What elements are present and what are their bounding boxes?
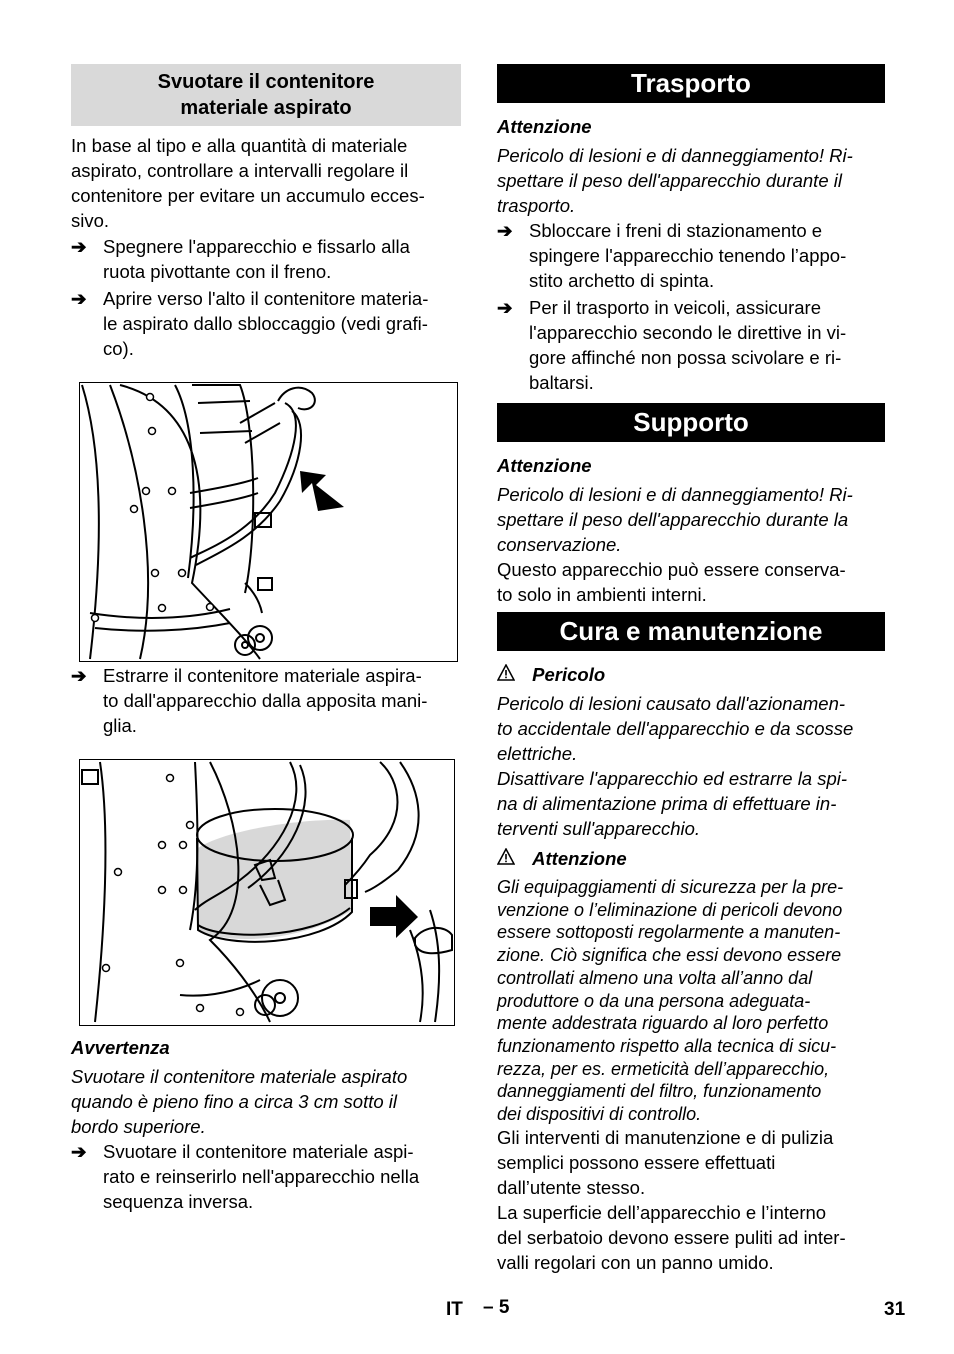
text-line: trasporto. <box>497 195 576 216</box>
maintenance-text <box>497 1125 889 1275</box>
text-line: mente addestrata riguardo al loro perfetto <box>497 1013 829 1034</box>
text-line: co). <box>103 338 134 359</box>
illustration-open-container <box>79 382 458 662</box>
arrow-icon: ➔ <box>497 220 513 241</box>
section-title-trasporto: Trasporto <box>497 64 885 103</box>
text-line: to dall'apparecchio dalla apposita mani- <box>103 690 428 711</box>
attention-text <box>497 876 889 1126</box>
text-line: Gli equipaggiamenti di sicurezza per la pre- <box>497 877 844 897</box>
text-line: le aspirato dallo sbloccaggio (vedi grafi- <box>103 313 428 334</box>
attention-text <box>497 482 889 557</box>
arrow-icon: ➔ <box>71 1141 87 1162</box>
section-heading-empty-container <box>71 64 461 126</box>
arrow-icon: ➔ <box>497 297 513 318</box>
text-line: stito archetto di spinta. <box>529 270 715 291</box>
text-line: Svuotare il contenitore materiale aspirato <box>71 1066 408 1087</box>
attention-title: Attenzione <box>532 848 627 869</box>
text-line: to solo in ambienti interni. <box>497 584 707 605</box>
text-line: l'apparecchio secondo le direttive in vi- <box>529 322 847 343</box>
text-line: na di alimentazione prima di effettuare in- <box>497 793 837 814</box>
section-title-cura: Cura e manutenzione <box>497 612 885 651</box>
text-line: sequenza inversa. <box>103 1191 254 1212</box>
text-line: Per il trasporto in veicoli, assicurare <box>529 297 821 318</box>
text-line: spingere l'apparecchio tenendo l’appo- <box>529 245 847 266</box>
arrow-icon: ➔ <box>71 288 87 309</box>
text-line: Sbloccare i freni di stazionamento e <box>529 220 823 241</box>
text-line: bordo superiore. <box>71 1116 206 1137</box>
note-text <box>71 1064 466 1139</box>
text-line: In base al tipo e alla quantità di materiale <box>71 135 408 156</box>
text-line: Questo apparecchio può essere conserva- <box>497 559 846 580</box>
warning-triangle-icon <box>497 662 517 687</box>
step-text <box>103 286 428 361</box>
text-line: Pericolo di lesioni e di danneggiamento! Ri- <box>497 145 853 166</box>
heading-text: Svuotare il contenitore materiale aspirato <box>157 71 375 119</box>
text-line: to accidentale dell'apparecchio e da scosse <box>497 718 854 739</box>
danger-title: Pericolo <box>532 664 606 685</box>
up-arrow-icon <box>300 471 344 511</box>
warning-triangle-icon <box>497 846 517 871</box>
text-line: Estrarre il contenitore materiale aspira- <box>103 665 422 686</box>
attention-title: Attenzione <box>497 455 592 476</box>
text-line: ruota pivottante con il freno. <box>103 261 332 282</box>
footer-page-number: 31 <box>884 1299 906 1320</box>
text-line: zione. Ciò significa che essi devono essere <box>497 945 842 966</box>
text-line: funzionamento rispetto alla tecnica di sicu- <box>497 1035 837 1056</box>
text-line: Pericolo di lesioni causato dall'azionamen- <box>497 693 846 714</box>
vacuum-open-drawing <box>80 383 457 661</box>
note-title: Avvertenza <box>71 1037 170 1058</box>
illustration-remove-container <box>79 759 455 1026</box>
danger-title-row <box>497 662 605 687</box>
text-line: Pericolo di lesioni e di danneggiamento! Ri- <box>497 484 853 505</box>
footer-relative-page: – 5 <box>483 1297 510 1318</box>
step-text <box>529 218 846 293</box>
footer-language: IT <box>446 1299 463 1320</box>
step-text <box>103 1139 419 1214</box>
text-line: aspirato, controllare a intervalli regolare il <box>71 160 409 181</box>
step-text <box>103 234 410 284</box>
supporto-text <box>497 557 889 607</box>
attention-title: Attenzione <box>497 116 592 137</box>
arrow-icon: ➔ <box>71 665 87 686</box>
text-line: Gli interventi di manutenzione e di pulizia <box>497 1127 834 1148</box>
text-line: terventi sull'apparecchio. <box>497 818 701 839</box>
text-line: glia. <box>103 715 137 736</box>
text-line: Spegnere l'apparecchio e fissarlo alla <box>103 236 410 257</box>
text-line: La superficie dell’apparecchio e l’interno <box>497 1202 827 1223</box>
text-line: dall’utente stesso. <box>497 1177 646 1198</box>
text-line: del serbatoio devono essere puliti ad inter- <box>497 1227 846 1248</box>
text-line: sivo. <box>71 210 110 231</box>
text-line: contenitore per evitare un accumulo ecces- <box>71 185 425 206</box>
text-line: conservazione. <box>497 534 622 555</box>
text-line: spettare il peso dell'apparecchio durante la <box>497 509 849 530</box>
text-line: Disattivare l'apparecchio ed estrarre la spi- <box>497 768 848 789</box>
text-line: valli regolari con un panno umido. <box>497 1252 774 1273</box>
text-line: venzione o l’eliminazione di pericoli devono <box>497 899 843 920</box>
arrow-icon: ➔ <box>71 236 87 257</box>
step-text <box>529 295 846 395</box>
text-line: elettriche. <box>497 743 578 764</box>
text-line: danneggiamenti del filtro, funzionamento <box>497 1081 822 1102</box>
text-line: semplici possono essere effettuati <box>497 1152 776 1173</box>
text-line: controllati almeno una volta all’anno dal <box>497 967 813 988</box>
attention-text <box>497 143 889 218</box>
text-line: spettare il peso dell'apparecchio durante il <box>497 170 842 191</box>
text-line: rato e reinserirlo nell'apparecchio nella <box>103 1166 420 1187</box>
text-line: gore affinché non possa scivolare e ri- <box>529 347 842 368</box>
container-removal-drawing <box>80 760 454 1025</box>
step-text <box>103 663 427 738</box>
section-title-supporto: Supporto <box>497 403 885 442</box>
text-line: produttore o da una persona adeguata- <box>497 990 811 1011</box>
attention-title-row <box>497 846 627 871</box>
text-line: rezza, per es. ermeticità dell’apparecchio, <box>497 1058 830 1079</box>
danger-text <box>497 691 889 841</box>
text-line: Aprire verso l'alto il contenitore materia- <box>103 288 429 309</box>
intro-paragraph <box>71 133 466 233</box>
text-line: essere sottoposti regolarmente a manuten- <box>497 922 841 943</box>
text-line: quando è pieno fino a circa 3 cm sotto il <box>71 1091 397 1112</box>
text-line: dei dispositivi di controllo. <box>497 1104 702 1125</box>
text-line: baltarsi. <box>529 372 594 393</box>
text-line: Svuotare il contenitore materiale aspi- <box>103 1141 414 1162</box>
